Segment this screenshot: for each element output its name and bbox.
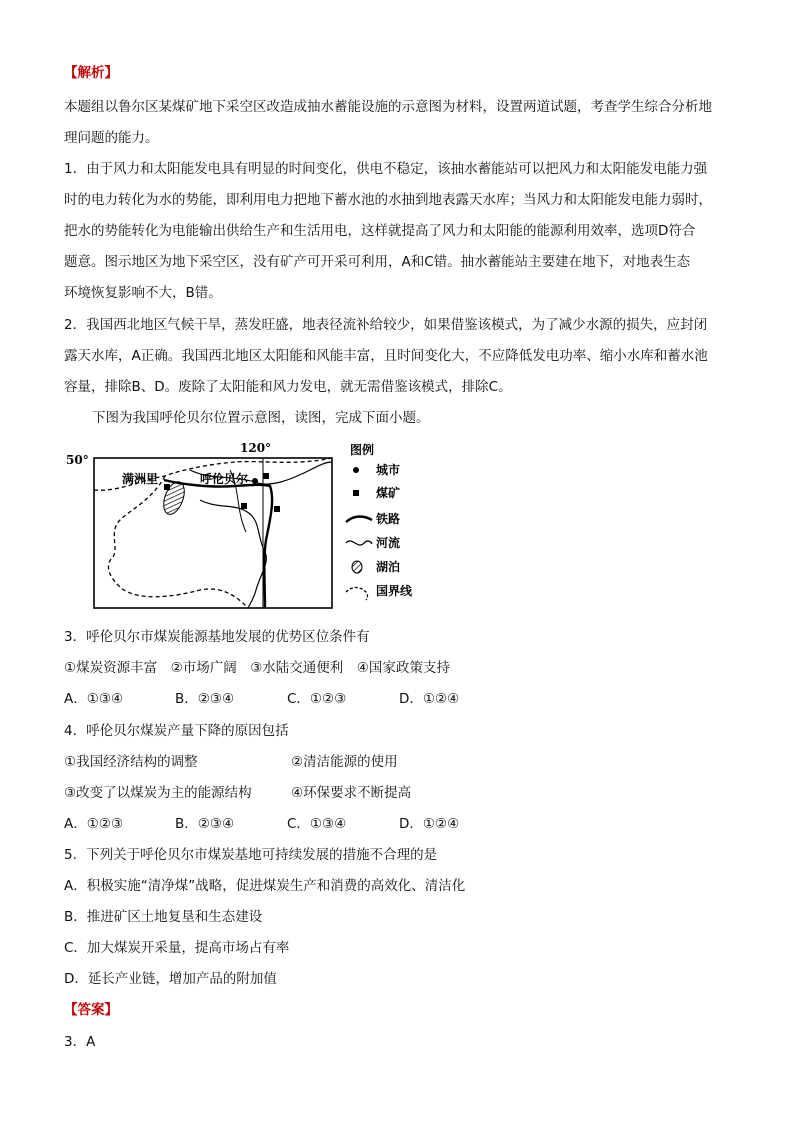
legend-lake: 湖泊 — [376, 560, 401, 574]
q5-option-a[interactable]: A．积极实施“清净煤”战略，促进煤炭生产和消费的高效化、清洁化 — [64, 878, 466, 894]
q4-item-1: ①我国经济结构的调整 — [64, 754, 198, 770]
legend-city-icon — [353, 467, 359, 473]
q3-option-d[interactable]: D．①②④ — [399, 691, 460, 707]
legend-railway: 铁路 — [376, 512, 401, 526]
q3-stem: 3．呼伦贝尔市煤炭能源基地发展的优势区位条件有 — [64, 629, 370, 645]
legend-lake-icon — [352, 561, 362, 573]
q1-line: 时的电力转化为水的势能，即利用电力把地下蓄水池的水抽到地表露天水库；当风力和太阳能发电能力弱时， — [64, 192, 712, 208]
q4-option-b[interactable]: B．②③④ — [175, 816, 235, 832]
city-marker — [252, 478, 258, 484]
analysis-intro-1: 本题组以鲁尔区某煤矿地下采空区改造成抽水蓄能设施的示意图为材料，设置两道试题，考查学生综合分析地 — [64, 99, 712, 115]
legend-coal: 煤矿 — [376, 486, 401, 500]
coal-mine-marker — [274, 506, 280, 512]
legend-river-icon — [346, 541, 372, 545]
river-line — [200, 500, 266, 608]
legend-river: 河流 — [376, 536, 401, 550]
q4-item-2: ②清洁能源的使用 — [291, 754, 398, 770]
q4-option-a[interactable]: A．①②③ — [64, 816, 124, 832]
q4-option-d[interactable]: D．①②④ — [399, 816, 460, 832]
q2-line: 露天水库，A正确。我国西北地区太阳能和风能丰富，且时间变化大，不应降低发电功率、缩小水库和蓄水池 — [64, 348, 708, 364]
legend-coal-icon — [353, 490, 359, 496]
q5-option-d[interactable]: D．延长产业链，增加产品的附加值 — [64, 971, 277, 987]
legend-city: 城市 — [376, 463, 401, 477]
q5-option-b[interactable]: B．推进矿区土地复垦和生态建设 — [64, 909, 263, 925]
q2-line: 2．我国西北地区气候干旱，蒸发旺盛，地表径流补给较少，如果借鉴该模式，为了减少水源的损失，应封闭 — [64, 317, 708, 333]
q1-line: 1．由于风力和太阳能发电具有明显的时间变化，供电不稳定，该抽水蓄能站可以把风力和太阳能发电能力强 — [64, 161, 708, 177]
q3-option-a[interactable]: A．①③④ — [64, 691, 124, 707]
coal-mine-marker — [263, 473, 269, 479]
legend-border-icon — [346, 588, 368, 601]
q5-stem: 5．下列关于呼伦贝尔市煤炭基地可持续发展的措施不合理的是 — [64, 847, 438, 863]
q4-stem: 4．呼伦贝尔煤炭产量下降的原因包括 — [64, 723, 289, 739]
q1-line: 环境恢复影响不大，B错。 — [64, 285, 222, 301]
legend-title: 图例 — [350, 443, 375, 457]
lon-label: 120° — [240, 441, 272, 455]
analysis-intro-2: 理问题的能力。 — [64, 130, 159, 146]
q4-item-4: ④环保要求不断提高 — [291, 785, 412, 801]
q4-item-3: ③改变了以煤炭为主的能源结构 — [64, 785, 252, 801]
hulunbuir-map — [60, 440, 440, 615]
legend-border: 国界线 — [376, 584, 413, 598]
q3-option-c[interactable]: C．①②③ — [287, 691, 347, 707]
lat-label: 50° — [66, 453, 89, 467]
coal-mine-marker — [241, 503, 247, 509]
answer-q3: 3．A — [64, 1034, 96, 1050]
q5-option-c[interactable]: C．加大煤炭开采量，提高市场占有率 — [64, 940, 290, 956]
q3-items: ①煤炭资源丰富 ②市场广阔 ③水陆交通便利 ④国家政策支持 — [64, 660, 450, 676]
analysis-tag: 【解析】 — [64, 65, 118, 81]
legend-railway-icon — [346, 517, 372, 523]
q3-option-b[interactable]: B．②③④ — [175, 691, 235, 707]
city-label-hulunbuir: 呼伦贝尔 — [200, 472, 249, 486]
q1-line: 把水的势能转化为电能输出供给生产和生活用电，这样就提高了风力和太阳能的能源利用效率，选项D符合 — [64, 223, 696, 239]
q1-line: 题意。图示地区为地下采空区，没有矿产可开采可利用，A和C错。抽水蓄能站主要建在地下，对地表生态 — [64, 254, 691, 270]
city-label-manzhouli: 满洲里 — [122, 472, 159, 486]
coal-mine-marker — [164, 484, 170, 490]
answer-tag: 【答案】 — [64, 1002, 118, 1018]
map-prompt: 下图为我国呼伦贝尔位置示意图，读图，完成下面小题。 — [92, 410, 430, 426]
q4-option-c[interactable]: C．①③④ — [287, 816, 347, 832]
q2-line: 容量，排除B、D。废除了太阳能和风力发电，就无需借鉴该模式，排除C。 — [64, 379, 512, 395]
